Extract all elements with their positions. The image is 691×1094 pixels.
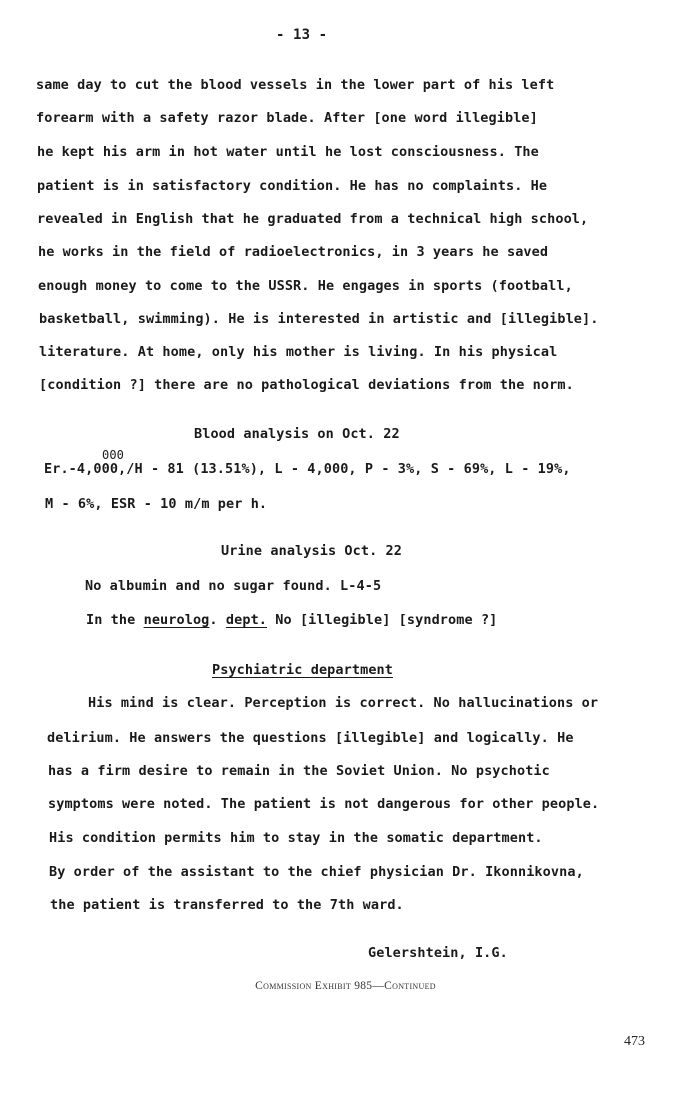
blood-analysis-heading: Blood analysis on Oct. 22 <box>194 426 400 442</box>
psychiatric-line: His condition permits him to stay in the somatic department. <box>49 830 543 846</box>
psychiatric-heading: Psychiatric department <box>212 662 394 678</box>
psychiatric-line: delirium. He answers the questions [illegible] and logically. He <box>47 730 574 746</box>
signature-name: Gelershtein, I.G. <box>368 945 508 961</box>
superscript-annotation: 000 <box>102 448 124 462</box>
blood-values-line: M - 6%, ESR - 10 m/m per h. <box>45 496 268 512</box>
paragraph-line: forearm with a safety razor blade. After [one word illegible] <box>36 110 538 126</box>
dept-underlined: dept. <box>225 612 268 628</box>
paragraph-line: revealed in English that he graduated from a technical high school, <box>37 211 589 227</box>
page-number: 473 <box>624 1034 645 1049</box>
blood-values-line: Er.-4,000,/H - 81 (13.51%), L - 4,000, P - 3%, S - 69%, L - 19%, <box>44 461 571 477</box>
urine-result-line: No albumin and no sugar found. L-4-5 <box>85 578 382 594</box>
psychiatric-line: has a firm desire to remain in the Soviet Union. No psychotic <box>48 763 550 779</box>
psychiatric-line: the patient is transferred to the 7th ward. <box>50 897 404 913</box>
paragraph-line: basketball, swimming). He is interested in artistic and [illegible]. <box>39 311 599 327</box>
neurology-prefix: In the <box>86 612 144 628</box>
neurology-dot: . <box>209 612 226 628</box>
paragraph-line: [condition ?] there are no pathological deviations from the norm. <box>39 377 574 393</box>
paragraph-line: same day to cut the blood vessels in the lower part of his left <box>36 77 555 93</box>
page-marker: - 13 - <box>276 27 328 43</box>
neurology-line <box>86 614 497 628</box>
exhibit-caption: Commission Exhibit 985—Continued <box>255 980 436 992</box>
paragraph-line: he kept his arm in hot water until he lost consciousness. The <box>37 144 539 160</box>
neurolog-underlined: neurolog <box>143 612 210 628</box>
psychiatric-line: symptoms were noted. The patient is not dangerous for other people. <box>48 796 600 812</box>
urine-analysis-heading: Urine analysis Oct. 22 <box>221 543 403 559</box>
neurology-rest: No [illegible] [syndrome ?] <box>267 612 498 628</box>
paragraph-line: enough money to come to the USSR. He engages in sports (football, <box>38 278 573 294</box>
psychiatric-line: His mind is clear. Perception is correct. No hallucinations or <box>88 695 599 711</box>
psychiatric-line: By order of the assistant to the chief physician Dr. Ikonnikovna, <box>49 864 584 880</box>
paragraph-line: he works in the field of radioelectronics, in 3 years he saved <box>38 244 549 260</box>
paragraph-line: patient is in satisfactory condition. He has no complaints. He <box>37 178 548 194</box>
paragraph-line: literature. At home, only his mother is living. In his physical <box>39 344 558 360</box>
